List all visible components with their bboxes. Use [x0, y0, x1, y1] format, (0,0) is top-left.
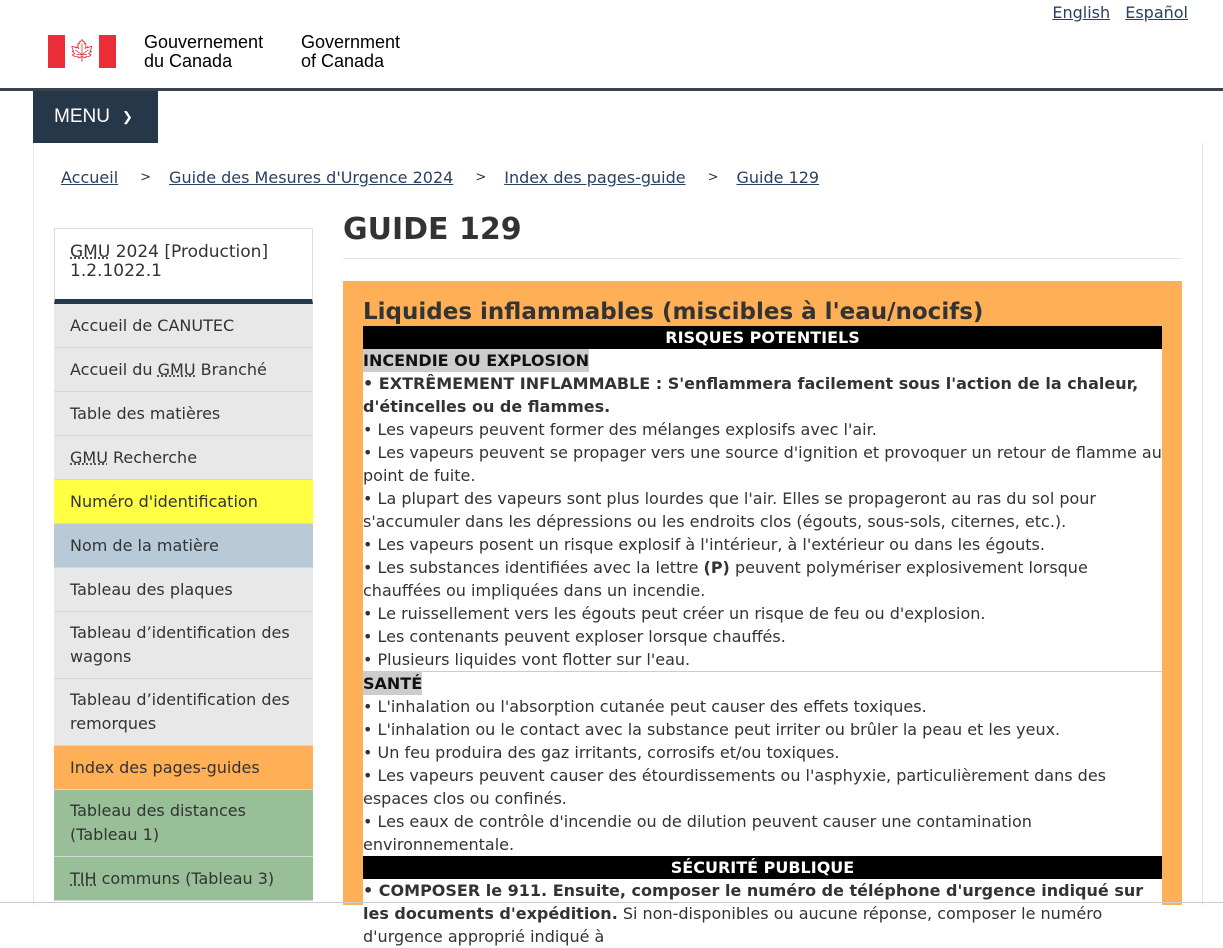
nav-canutec-home[interactable]	[54, 304, 313, 348]
nav-label: Tableau d’identification des remorques	[70, 690, 290, 733]
guide-title: Liquides inflammables (miscibles à l'eau/nocifs)	[363, 299, 984, 325]
nav-placard-table[interactable]	[54, 568, 313, 612]
nav-distance-table[interactable]	[54, 790, 313, 857]
signature-en-line1: Government	[301, 32, 401, 52]
nav-tih-table[interactable]	[54, 857, 313, 901]
espanol-link[interactable]: Español	[1125, 3, 1188, 22]
guide-panel	[343, 281, 1182, 946]
canada-flag-icon[interactable]: 🍁︎	[48, 35, 116, 68]
nav-label: Table des matières	[70, 403, 221, 423]
fire-item: • Les vapeurs posent un risque explosif à l'intérieur, à l'extérieur ou dans les égouts.	[363, 535, 1045, 554]
sidenav-header	[54, 228, 313, 304]
health-item: • Les vapeurs peuvent causer des étourdissements ou l'asphyxie, particulièrement dans des espaces clos ou confinés.	[363, 766, 1107, 808]
nav-label: TIH communs (Tableau 3)	[70, 868, 275, 888]
nav-guide-index[interactable]	[54, 746, 313, 790]
breadcrumb-guide-129[interactable]: Guide 129	[736, 168, 820, 187]
fire-item: • Les vapeurs peuvent former des mélanges explosifs avec l'air.	[363, 420, 877, 439]
health-heading: SANTÉ	[363, 674, 423, 693]
breadcrumb-separator: >	[707, 170, 719, 185]
sidenav-version: 2024 [Production] 1.2.1022.1	[70, 242, 269, 281]
nav-gmu-home[interactable]	[54, 348, 313, 392]
nav-label: Index des pages-guides	[70, 757, 260, 777]
title-divider	[343, 258, 1182, 259]
signature-en-line2: of Canada	[301, 51, 385, 71]
fire-item: • Les contenants peuvent exploser lorsque chauffés.	[363, 627, 786, 646]
english-link[interactable]: English	[1052, 3, 1111, 22]
health-item: • L'inhalation ou l'absorption cutanée peut causer des effets toxiques.	[363, 697, 927, 716]
gmu-abbr: GMU	[70, 242, 111, 262]
nav-label: GMU Recherche	[70, 447, 198, 467]
nav-label: Numéro d'identification	[70, 491, 258, 511]
nav-gmu-search[interactable]	[54, 436, 313, 480]
nav-label: Tableau des distances (Tableau 1)	[70, 801, 246, 844]
public-safety-item: • COMPOSER le 911. Ensuite, composer le numéro de téléphone d'urgence indiqué sur les documents d'expédition. Si non-disponibles ou aucune réponse, composer le numéro d'urgence approprié indiqué à	[363, 881, 1144, 946]
chevron-down-icon: ❯	[121, 109, 133, 124]
nav-label: Tableau d’identification des wagons	[70, 623, 290, 666]
nav-label: Accueil de CANUTEC	[70, 315, 235, 335]
nav-label: Tableau des plaques	[70, 579, 233, 599]
nav-railcar-table[interactable]	[54, 612, 313, 679]
fire-item-polymer: • Les substances identifiées avec la lettre (P) peuvent polymériser explosivement lorsque chauffées ou impliquées dans un incendie.	[363, 558, 1088, 600]
side-navigation	[54, 228, 313, 901]
viewport-bottom-edge	[0, 902, 1223, 903]
health-block	[363, 671, 1162, 856]
nav-label: Nom de la matière	[70, 535, 219, 555]
menu-button[interactable]	[33, 91, 158, 143]
signature-fr-line2: du Canada	[144, 51, 233, 71]
health-item: • Un feu produira des gaz irritants, corrosifs et/ou toxiques.	[363, 743, 840, 762]
nav-id-number[interactable]	[54, 480, 313, 524]
nav-table-of-contents[interactable]	[54, 392, 313, 436]
fire-heading: INCENDIE OU EXPLOSION	[363, 351, 589, 370]
content-frame-left	[33, 143, 34, 905]
fire-explosion-block	[363, 349, 1162, 671]
breadcrumb-separator: >	[475, 170, 487, 185]
breadcrumb-guide-2024[interactable]: Guide des Mesures d'Urgence 2024	[169, 168, 454, 187]
nav-trailer-table[interactable]	[54, 679, 313, 746]
health-item: • L'inhalation ou le contact avec la substance peut irriter ou brûler la peau et les yeux.	[363, 720, 1061, 739]
breadcrumb-home[interactable]: Accueil	[61, 168, 119, 187]
signature-french[interactable]	[144, 33, 263, 71]
breadcrumb-guide-index[interactable]: Index des pages-guide	[504, 168, 686, 187]
section-potential-hazards: RISQUES POTENTIELS	[363, 326, 1162, 349]
header-divider	[0, 88, 1223, 91]
page-title: GUIDE 129	[343, 212, 522, 247]
content-frame-right	[1202, 143, 1203, 905]
signature-fr-line1: Gouvernement	[144, 32, 264, 52]
fire-item: • Le ruissellement vers les égouts peut créer un risque de feu ou d'explosion.	[363, 604, 986, 623]
fire-item: • Plusieurs liquides vont flotter sur l'eau.	[363, 650, 691, 669]
fire-item: • Les vapeurs peuvent se propager vers une source d'ignition et provoquer un retour de flamme au point de fuite.	[363, 443, 1162, 485]
fire-item: • La plupart des vapeurs sont plus lourdes que l'air. Elles se propageront au ras du sol pour s'accumuler dans les dépressions ou les endroits clos (égouts, sous-sols, citernes, etc.).	[363, 489, 1097, 531]
health-item: • Les eaux de contrôle d'incendie ou de dilution peuvent causer une contamination environnementale.	[363, 812, 1032, 854]
nav-material-name[interactable]	[54, 524, 313, 568]
section-public-safety: SÉCURITÉ PUBLIQUE	[363, 856, 1162, 879]
public-safety-block	[363, 879, 1162, 948]
breadcrumb	[61, 168, 819, 187]
breadcrumb-separator: >	[140, 170, 152, 185]
menu-label: MENU	[54, 106, 110, 127]
language-toggle	[1042, 3, 1188, 22]
nav-label: Accueil du GMU Branché	[70, 359, 267, 379]
fire-item: • EXTRÊMEMENT INFLAMMABLE : S'enflammera facilement sous l'action de la chaleur, d'étincelles ou de flammes.	[363, 374, 1139, 416]
signature-english[interactable]	[301, 33, 400, 71]
